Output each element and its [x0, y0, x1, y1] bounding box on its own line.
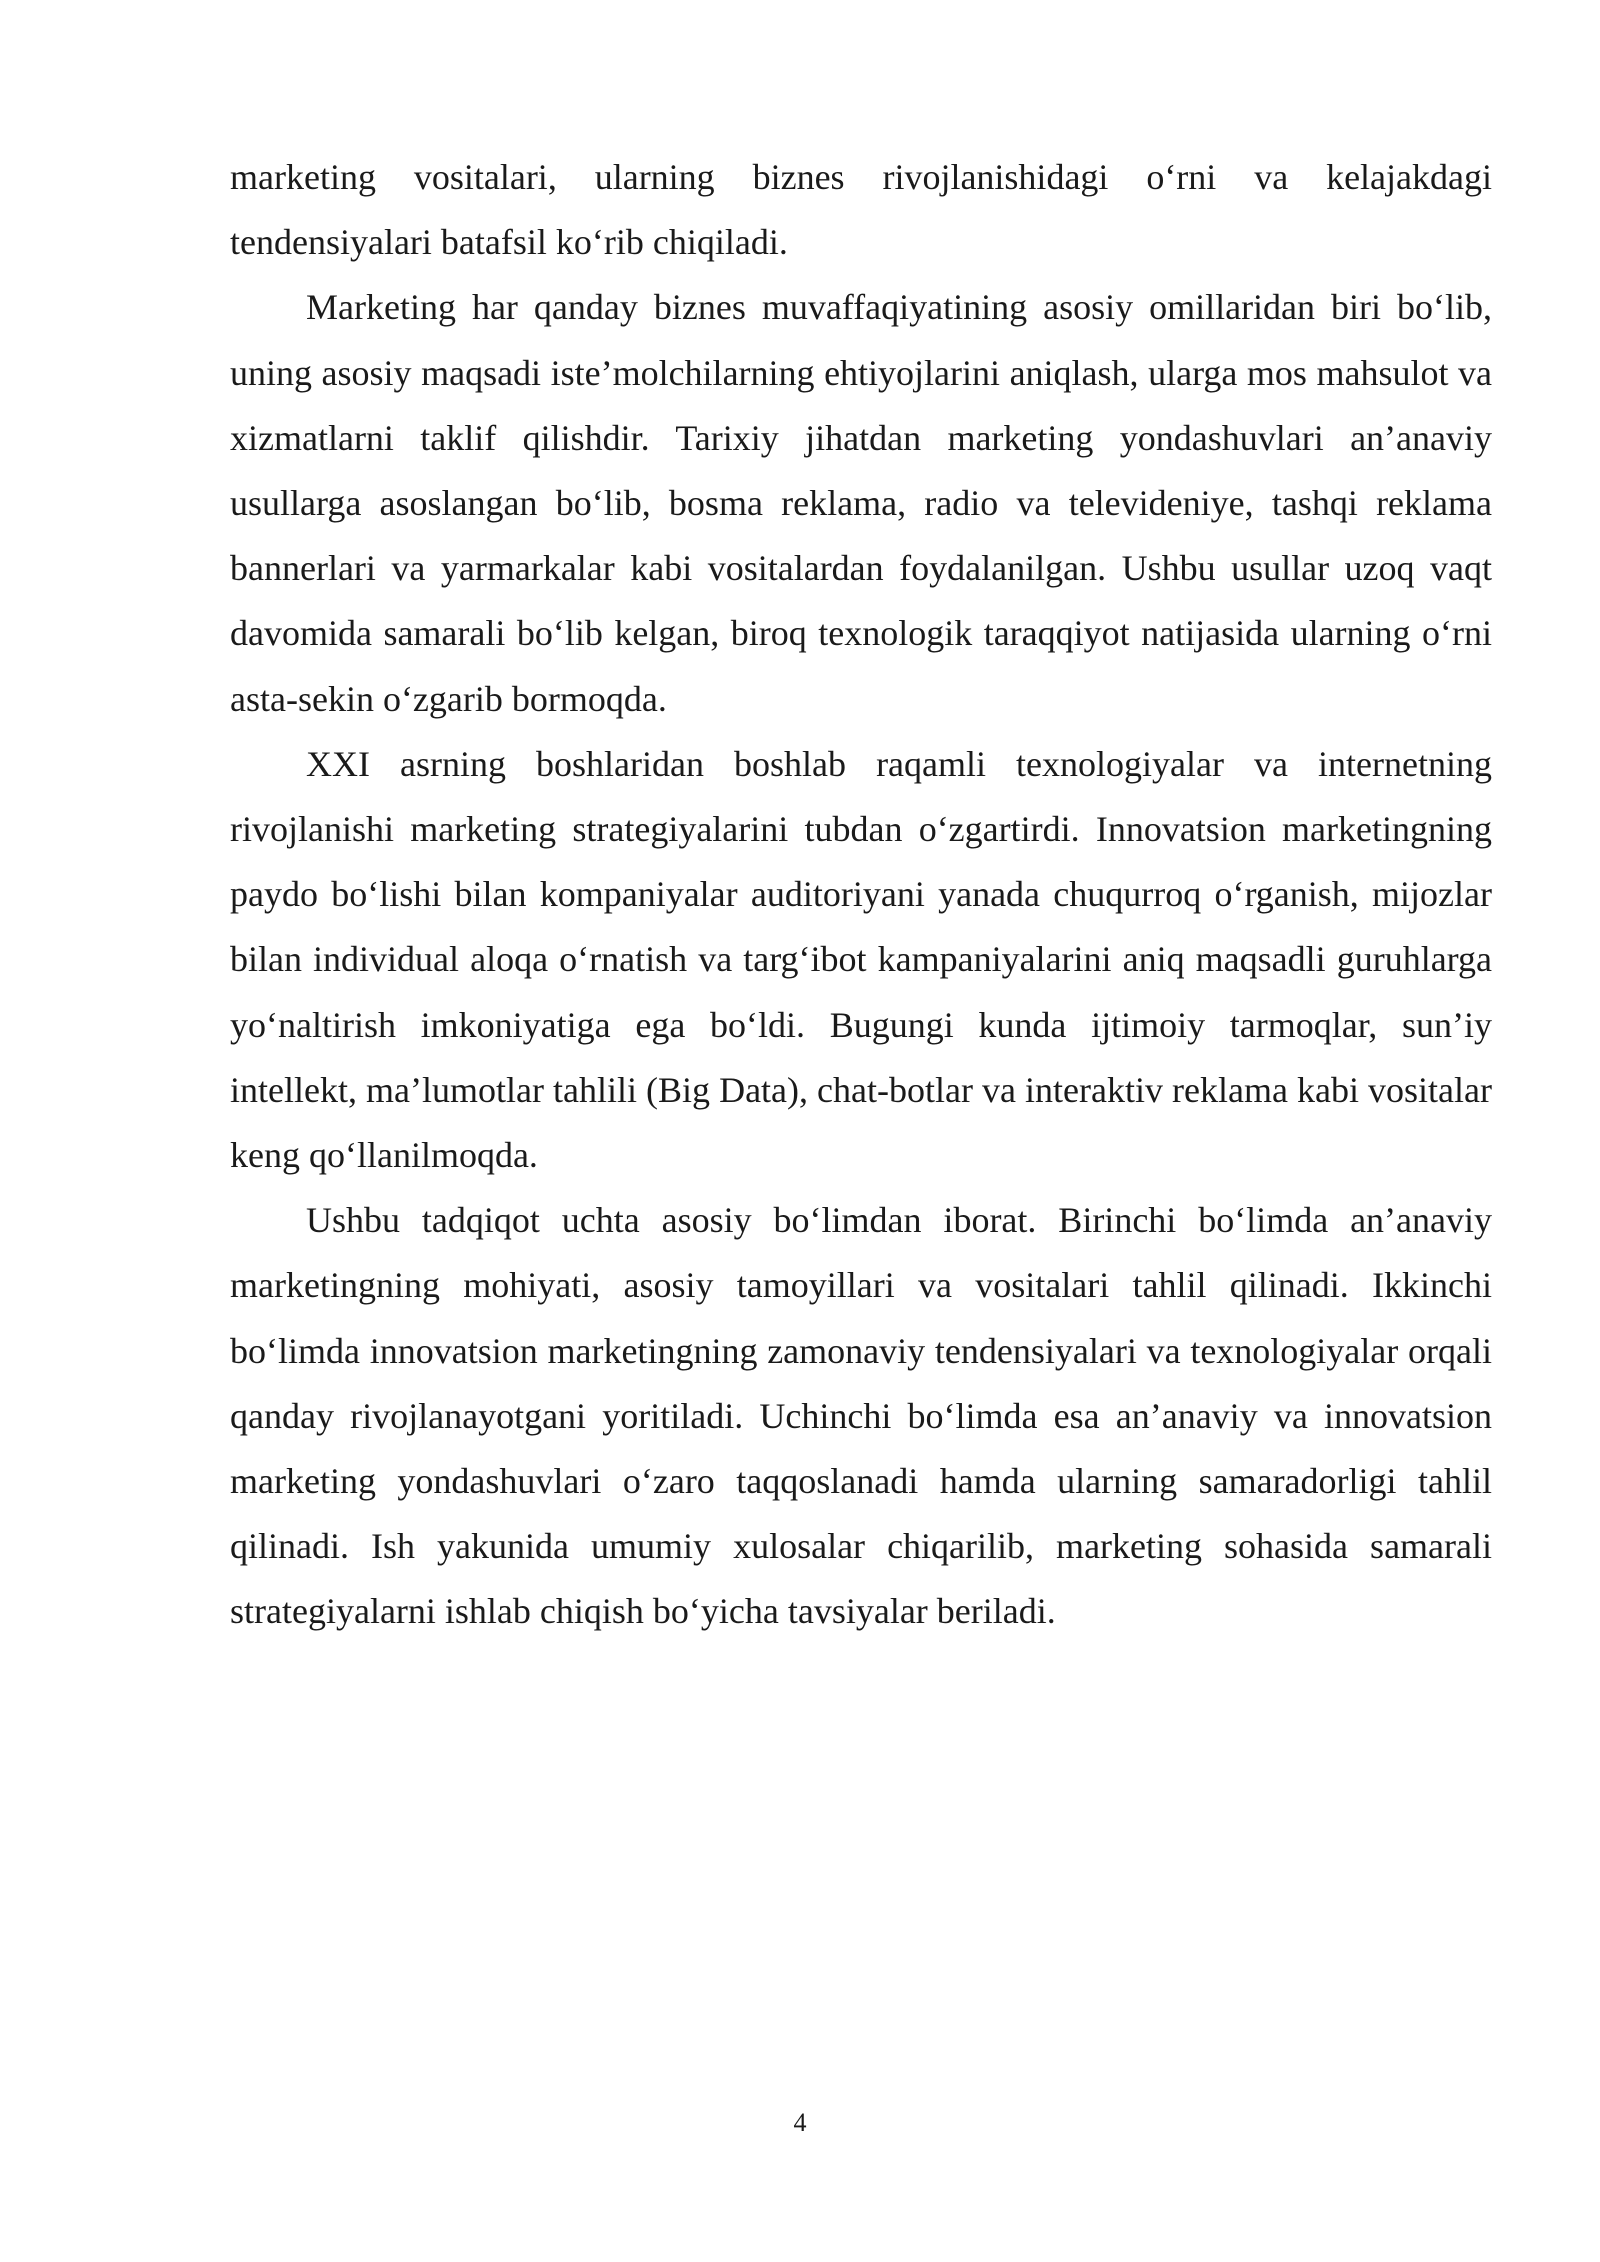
document-body	[230, 145, 1492, 1645]
paragraph: Ushbu tadqiqot uchta asosiy bo‘limdan iborat. Birinchi bo‘limda an’anaviy marketingning mohiyati, asosiy tamoyillari va vositalari tahlil qilinadi. Ikkinchi bo‘limda innovatsion marketingning zamonaviy tendensiyalari va texnologiyalar orqali qanday rivojlanayotgani yoritiladi. Uchinchi bo‘limda esa an’anaviy va innovatsion marketing yondashuvlari o‘zaro taqqoslanadi hamda ularning samaradorligi tahlil qilinadi. Ish yakunida umumiy xulosalar chiqarilib, marketing sohasida samarali strategiyalarni ishlab chiqish bo‘yicha tavsiyalar beriladi.	[230, 1200, 1492, 1632]
paragraph-continuation: marketing vositalari, ularning biznes rivojlanishidagi o‘rni va kelajakdagi tendensiyalari batafsil ko‘rib chiqiladi.	[230, 157, 1492, 263]
paragraph: Marketing har qanday biznes muvaffaqiyatining asosiy omillaridan biri bo‘lib, uning asosiy maqsadi iste’molchilarning ehtiyojlarini aniqlash, ularga mos mahsulot va xizmatlarni taklif qilishdir. Tarixiy jihatdan marketing yondashuvlari an’anaviy usullarga asoslangan bo‘lib, bosma reklama, radio va televideniye, tashqi reklama bannerlari va yarmarkalar kabi vositalardan foydalanilgan. Ushbu usullar uzoq vaqt davomida samarali bo‘lib kelgan, biroq texnologik taraqqiyot natijasida ularning o‘rni asta-sekin o‘zgarib bormoqda.	[230, 287, 1492, 719]
paragraph: XXI asrning boshlaridan boshlab raqamli texnologiyalar va internetning rivojlanishi marketing strategiyalarini tubdan o‘zgartirdi. Innovatsion marketingning paydo bo‘lishi bilan kompaniyalar auditoriyani yanada chuqurroq o‘rganish, mijozlar bilan individual aloqa o‘rnatish va targ‘ibot kampaniyalarini aniq maqsadli guruhlarga yo‘naltirish imkoniyatiga ega bo‘ldi. Bugungi kunda ijtimoiy tarmoqlar, sun’iy intellekt, ma’lumotlar tahlili (Big Data), chat-botlar va interaktiv reklama kabi vositalar keng qo‘llanilmoqda.	[230, 743, 1492, 1176]
page-number: 4	[793, 2108, 807, 2137]
